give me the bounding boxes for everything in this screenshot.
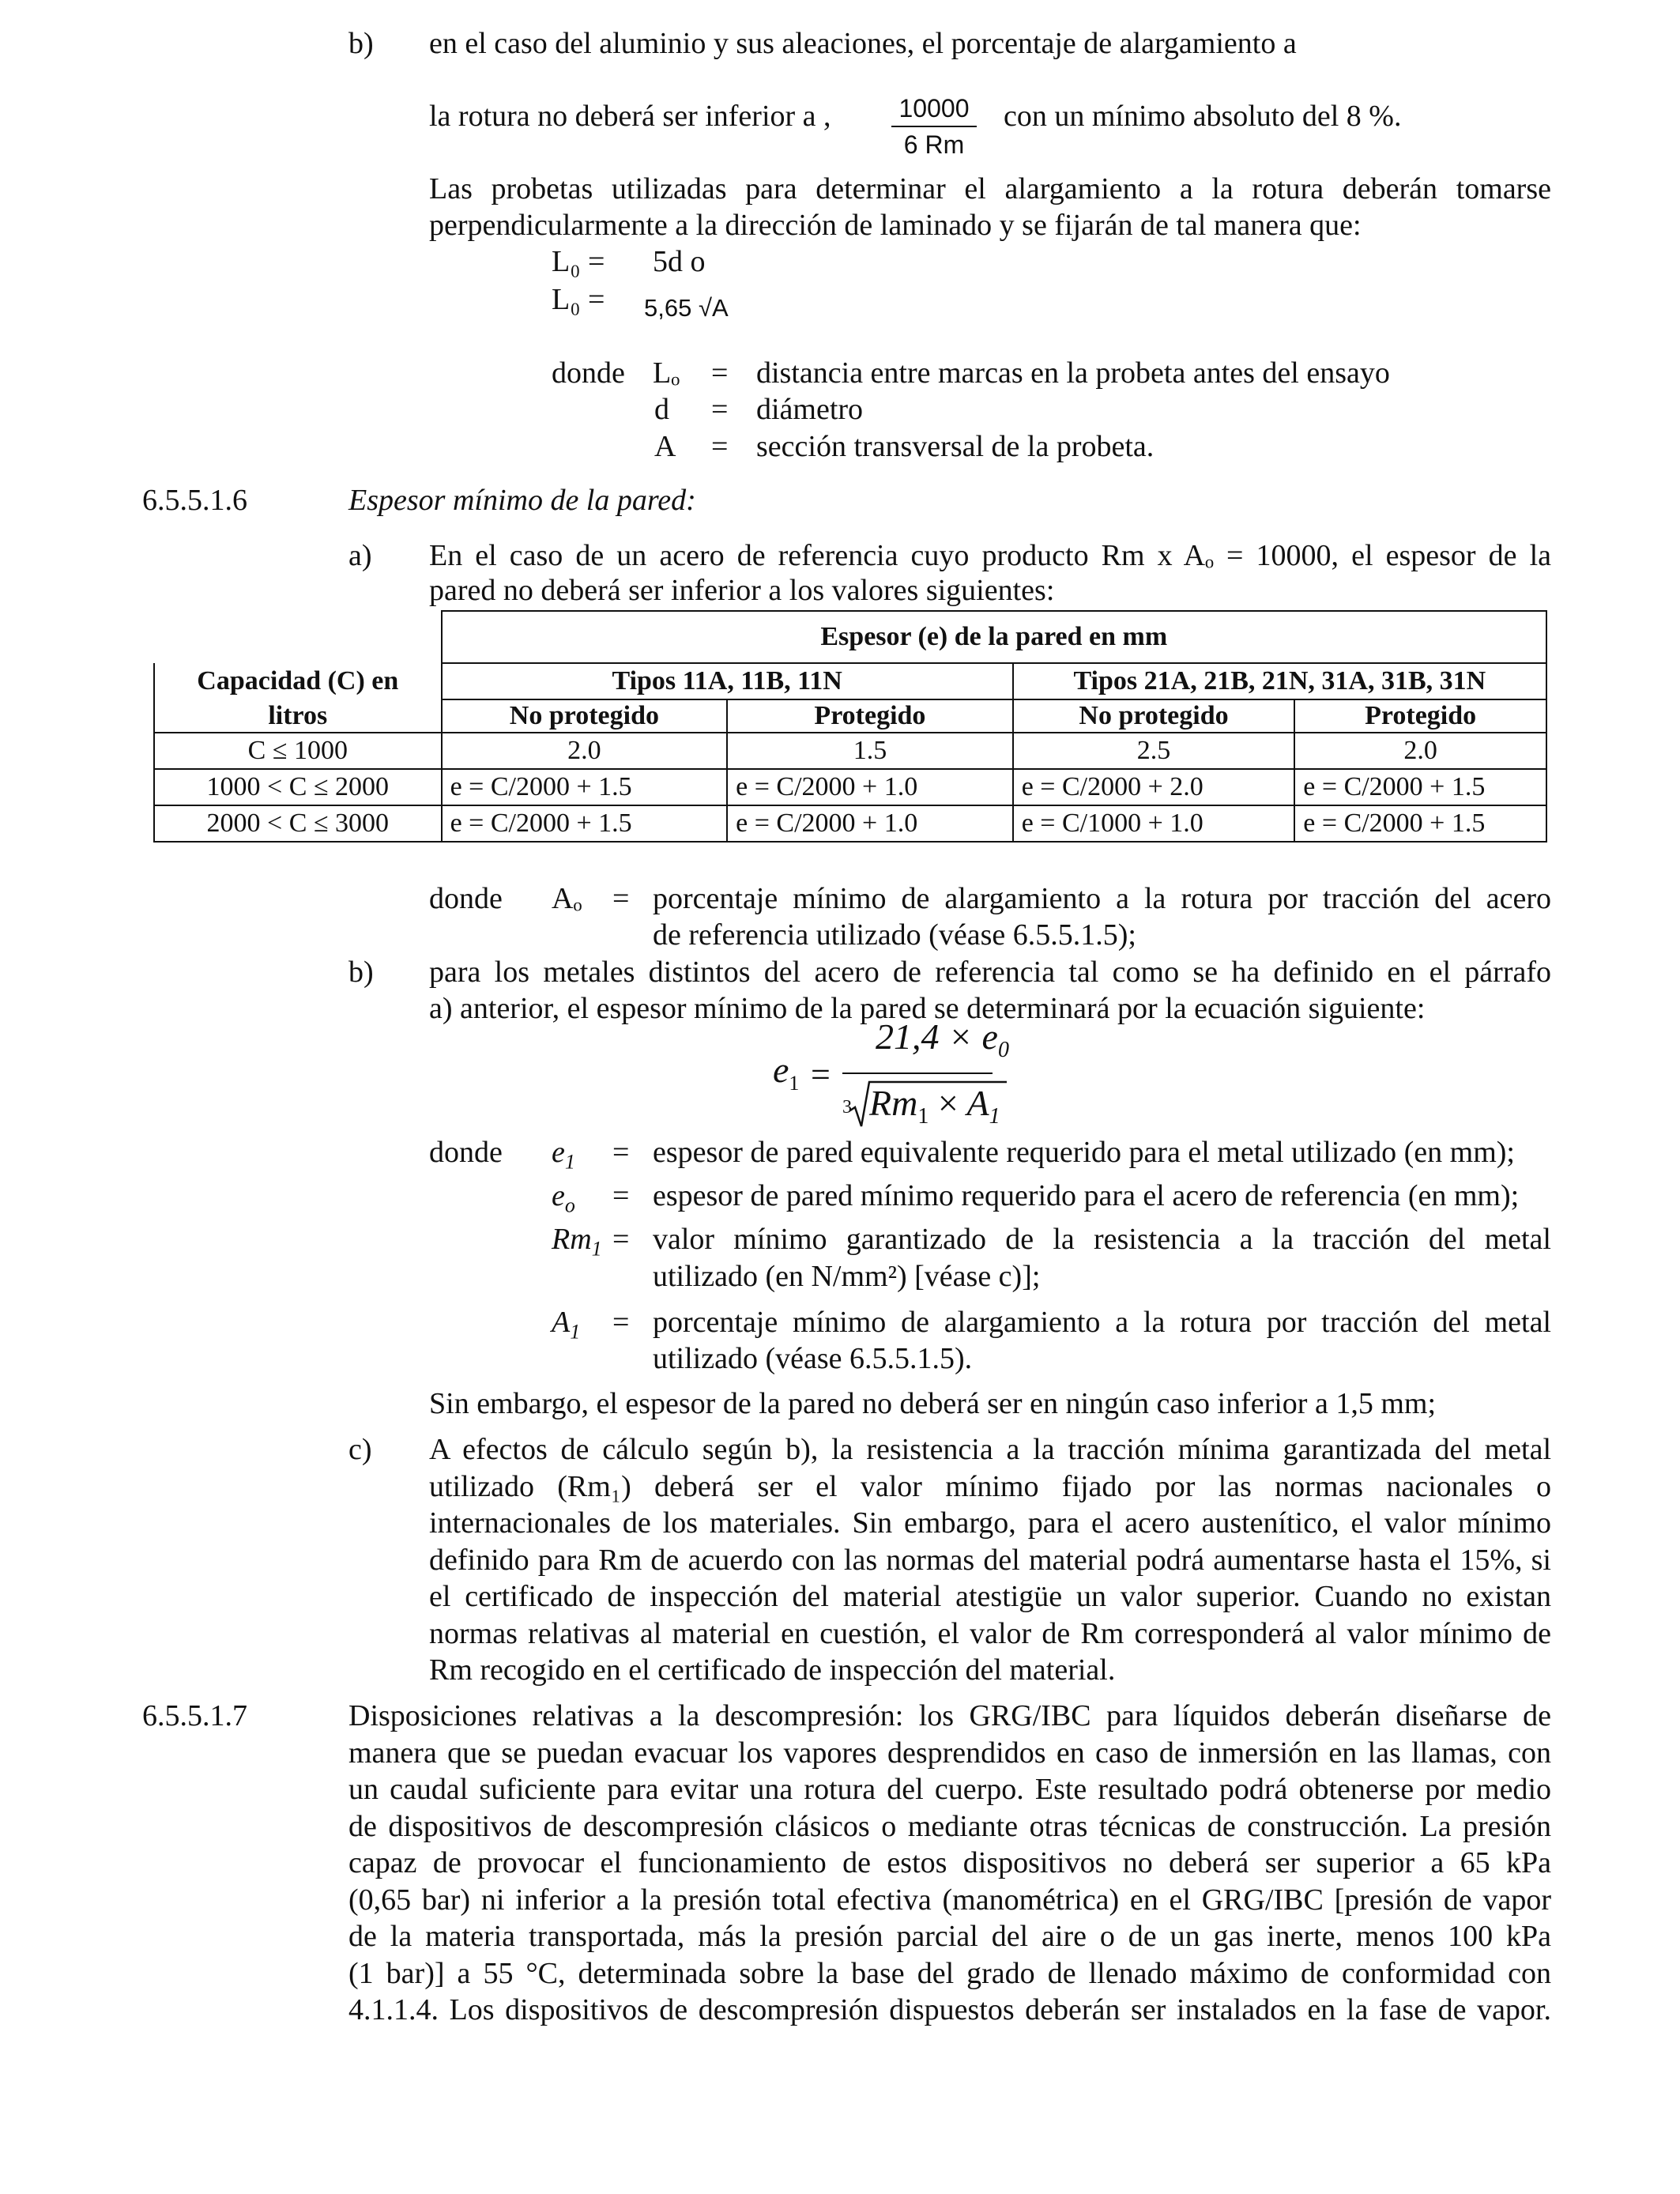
section-number-6-5-5-1-6: 6.5.5.1.6: [142, 484, 247, 517]
item-a-line1: En el caso de un acero de referencia cuyo producto Rm x Aₒ = 10000, el espesor de la: [429, 539, 1551, 572]
paragraph-line: un caudal suficiente para evitar una rotura del cuerpo. Este resultado podrá obtenerse por medio: [348, 1773, 1551, 1806]
equation-equals: =: [811, 1055, 831, 1094]
table-cell: e = C/1000 + 1.0: [1013, 805, 1295, 842]
def-d-text: diámetro: [756, 393, 864, 426]
def-e1-equals: =: [612, 1136, 630, 1169]
def-eo-equals: =: [612, 1179, 630, 1212]
table-cell: 2.5: [1013, 733, 1295, 769]
table-row: [154, 699, 1546, 733]
ao-symbol: Aₒ: [552, 882, 582, 915]
table-row: [154, 769, 1546, 805]
table-cell: e = C/2000 + 1.5: [442, 769, 728, 805]
fraction-10000-6rm: [891, 91, 977, 162]
fraction-denominator: 6 Rm: [903, 130, 965, 159]
paragraph-line: 4.1.1.4. Los dispositivos de descompresión dispuestos deberán ser instalados en la fase de vapor.: [348, 1993, 1551, 2026]
ao-line1: porcentaje mínimo de alargamiento a la rotura por tracción del acero: [653, 882, 1551, 915]
sub-header: No protegido: [1013, 699, 1295, 733]
table-cell: 2.0: [1294, 733, 1546, 769]
def-lo-text: distancia entre marcas en la probeta antes del ensayo: [756, 356, 1390, 390]
def-eo-symbol: [552, 1178, 575, 1224]
item-b2-line1: para los metales distintos del acero de referencia tal como se ha definido en el párrafo: [429, 956, 1551, 989]
table-row: [154, 733, 1546, 769]
def-eo-sub: o: [564, 1193, 575, 1217]
equation-den-rm-sub: 1: [917, 1104, 929, 1129]
item-c-paragraph: [429, 1431, 1551, 1689]
item-b-line1: en el caso del aluminio y sus aleaciones, el porcentaje de alargamiento a: [429, 27, 1297, 60]
item-c-line: el certificado de inspección del material atestigüe un valor superior. Cuando no existan: [429, 1580, 1551, 1613]
item-c-line: Rm recogido en el certificado de inspección del material.: [429, 1653, 1116, 1687]
def-a1-line1: porcentaje mínimo de alargamiento a la rotura por tracción del metal: [653, 1306, 1551, 1339]
def-eo-sym: e: [552, 1179, 565, 1212]
item-c-line: A efectos de cálculo según b), la resistencia a la tracción mínima garantizada del metal: [429, 1433, 1551, 1466]
def-d-equals: =: [711, 393, 729, 426]
def-e1-sub: 1: [564, 1150, 575, 1174]
lo1-value: 5d o: [653, 245, 706, 278]
table-row: [154, 611, 1546, 663]
equation-root-index: 3: [842, 1097, 852, 1118]
equation-den-rm: Rm: [869, 1083, 918, 1123]
item-b-marker: b): [348, 27, 374, 60]
paragraph-line: manera que se puedan evacuar los vapores desprendidos en caso de inmersión en las llamas, con: [348, 1736, 1551, 1770]
table-cell: e = C/2000 + 1.0: [727, 769, 1013, 805]
capacity-header-line1: Capacidad (C) en: [154, 663, 442, 699]
equation-den-times: ×: [937, 1083, 959, 1123]
donde2-label: donde: [429, 1136, 503, 1169]
probetas-line2: perpendicularmente a la dirección de laminado y se fijarán de tal manera que:: [429, 209, 1362, 242]
item-b-line2-pre: la rotura no deberá ser inferior a ,: [429, 100, 831, 133]
def-lo-equals: =: [711, 356, 729, 390]
item-a-line2: pared no deberá ser inferior a los valores siguientes:: [429, 574, 1055, 607]
def-eo-text: espesor de pared mínimo requerido para el acero de referencia (en mm);: [653, 1179, 1520, 1212]
paragraph-line: (0,65 bar) ni inferior a la presión total efectiva (manométrica) en el GRG/IBC [presión de vapor: [348, 1883, 1551, 1917]
def-rm1-equals: =: [612, 1223, 630, 1256]
capacity-header-line2: litros: [154, 699, 442, 733]
probetas-line1: Las probetas utilizadas para determinar el alargamiento a la rotura deberán tomarse: [429, 172, 1551, 205]
equation-numerator: [876, 1018, 1009, 1069]
type-group-1-header: Tipos 11A, 11B, 11N: [442, 663, 1013, 699]
def-a1-equals: =: [612, 1306, 630, 1339]
table-corner: [154, 611, 442, 663]
table-group-header: Espesor (e) de la pared en mm: [442, 611, 1546, 663]
equation-fraction-bar: [842, 1072, 993, 1074]
item-a-marker: a): [348, 539, 372, 572]
type-group-2-header: Tipos 21A, 21B, 21N, 31A, 31B, 31N: [1013, 663, 1546, 699]
paragraph-line: (1 bar)] a 55 °C, determinada sobre la base del grado de llenado máximo de conformidad con: [348, 1956, 1551, 1990]
equation-den-a-sub: 1: [989, 1104, 1000, 1129]
table-row: [154, 663, 1546, 699]
item-b-line2-post: con un mínimo absoluto del 8 %.: [1004, 100, 1402, 133]
def-e1-sym: e: [552, 1136, 565, 1169]
def-a1-sym: A: [552, 1306, 571, 1339]
item-c-marker: c): [348, 1433, 372, 1466]
equation-denominator: [869, 1084, 1000, 1135]
paragraph-line: capaz de provocar el funcionamiento de estos dispositivos no deberá ser superior a 65 kPa: [348, 1846, 1551, 1879]
def-e1-symbol: [552, 1134, 575, 1181]
table-cell: e = C/2000 + 1.5: [442, 805, 728, 842]
def-a-equals: =: [711, 430, 729, 463]
table-cell: 1.5: [727, 733, 1013, 769]
section-6-5-5-1-7-paragraph: [348, 1698, 1551, 2029]
table-cell: e = C/2000 + 2.0: [1013, 769, 1295, 805]
item-c-line: utilizado (Rm₁) deberá ser el valor mínimo fijado por las normas nacionales o: [429, 1469, 1551, 1503]
def-a-text: sección transversal de la probeta.: [756, 430, 1155, 463]
sin-embargo-line: Sin embargo, el espesor de la pared no deberá ser en ningún caso inferior a 1,5 mm;: [429, 1387, 1437, 1420]
def-a1-sub: 1: [570, 1320, 581, 1344]
equation-lhs-sub: 1: [789, 1072, 800, 1095]
def-a1-symbol: [552, 1304, 580, 1351]
equation-lhs: [773, 1051, 799, 1102]
table-row: [154, 805, 1546, 842]
table-cell: 2.0: [442, 733, 728, 769]
lo1-label: L₀ =: [552, 245, 605, 278]
paragraph-line: de dispositivos de descompresión clásicos o mediante otras técnicas de construcción. La presión: [348, 1809, 1551, 1843]
fraction-numerator: 10000: [891, 91, 977, 127]
item-b2-line2: a) anterior, el espesor mínimo de la pared se determinará por la ecuación siguiente:: [429, 992, 1426, 1025]
wall-thickness-table: [153, 610, 1547, 843]
section-title-espesor: Espesor mínimo de la pared:: [348, 484, 696, 517]
sub-header: Protegido: [727, 699, 1013, 733]
def-a-symbol: A: [654, 430, 676, 463]
item-c-line: normas relativas al material en cuestión, el valor de Rm corresponderá al valor mínimo de: [429, 1616, 1551, 1650]
donde-label: donde: [552, 356, 625, 390]
def-rm1-symbol: [552, 1221, 602, 1268]
lo2-value: 5,65 √A: [644, 294, 729, 322]
equation-lhs-e: e: [773, 1050, 789, 1090]
def-e1-text: espesor de pared equivalente requerido para el metal utilizado (en mm);: [653, 1136, 1515, 1169]
section-number-6-5-5-1-7: 6.5.5.1.7: [142, 1699, 247, 1732]
donde-ao-label: donde: [429, 882, 503, 915]
equation-numerator-text: 21,4 × e: [876, 1016, 998, 1057]
def-a1-line2: utilizado (véase 6.5.5.1.5).: [653, 1342, 973, 1375]
ao-line2: de referencia utilizado (véase 6.5.5.1.5);: [653, 918, 1136, 952]
table-cell: 2000 < C ≤ 3000: [154, 805, 442, 842]
table-cell: 1000 < C ≤ 2000: [154, 769, 442, 805]
paragraph-line: Disposiciones relativas a la descompresión: los GRG/IBC para líquidos deberán diseñarse de: [348, 1699, 1551, 1732]
lo2-label: L₀ =: [552, 283, 605, 316]
table-cell: C ≤ 1000: [154, 733, 442, 769]
sub-header: Protegido: [1294, 699, 1546, 733]
table-cell: e = C/2000 + 1.0: [727, 805, 1013, 842]
table-cell: e = C/2000 + 1.5: [1294, 805, 1546, 842]
item-b2-marker: b): [348, 956, 374, 989]
def-rm1-line1: valor mínimo garantizado de la resistencia a la tracción del metal: [653, 1223, 1551, 1256]
table-cell: e = C/2000 + 1.5: [1294, 769, 1546, 805]
def-lo-symbol: Lₒ: [653, 356, 680, 390]
def-rm1-line2: utilizado (en N/mm²) [véase c)];: [653, 1260, 1041, 1293]
equation-den-a: A: [966, 1083, 989, 1123]
item-c-line: definido para Rm de acuerdo con las normas del material podrá aumentarse hasta el 15%, si: [429, 1543, 1551, 1577]
def-rm1-sym: Rm: [552, 1223, 592, 1256]
item-c-line: internacionales de los materiales. Sin embargo, para el acero austenítico, el valor mínimo: [429, 1506, 1551, 1540]
def-d-symbol: d: [654, 393, 669, 426]
paragraph-line: de la materia transportada, más la presión parcial del aire o de un gas inerte, menos 100 kPa: [348, 1920, 1551, 1953]
sub-header: No protegido: [442, 699, 728, 733]
ao-equals: =: [612, 882, 630, 915]
equation-numerator-sub: 0: [997, 1038, 1009, 1063]
def-rm1-sub: 1: [591, 1237, 602, 1261]
